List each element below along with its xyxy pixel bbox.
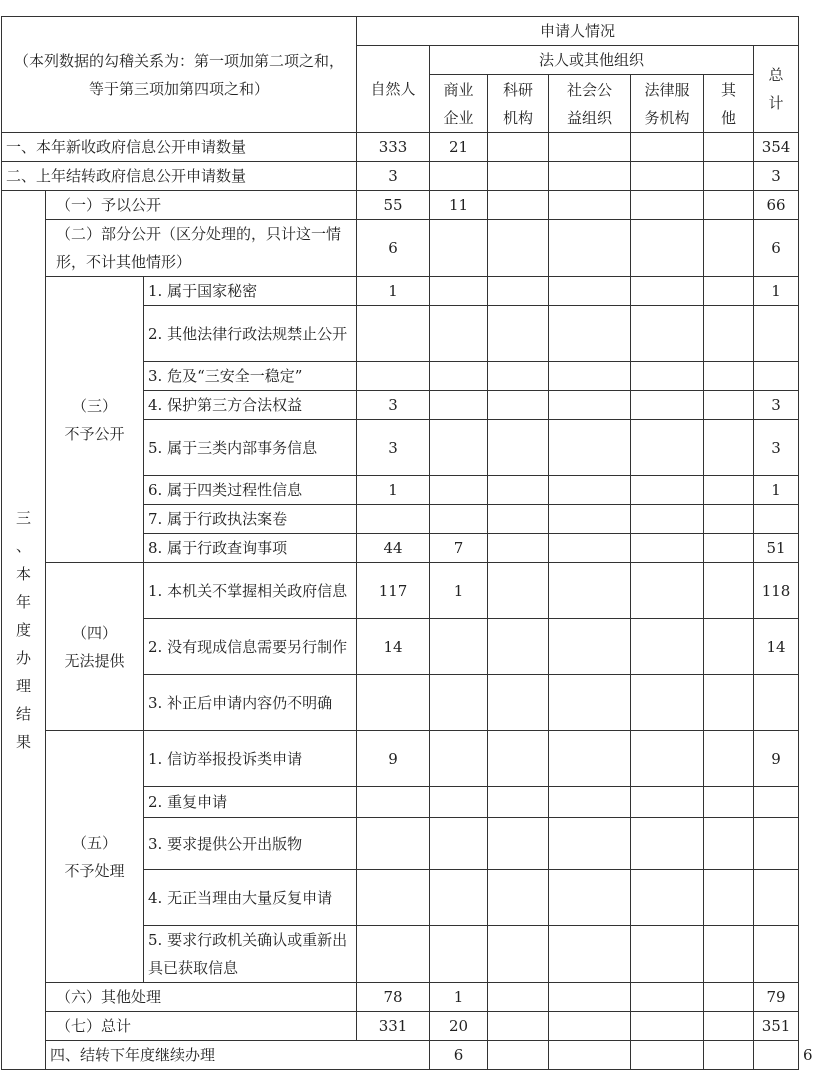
cell-natural-person: 55 bbox=[357, 191, 430, 220]
cell-other bbox=[704, 420, 754, 476]
cell-other bbox=[704, 162, 754, 191]
row-label: （六）其他处理 bbox=[46, 983, 357, 1012]
table-row bbox=[2, 731, 799, 787]
cell-legal-service bbox=[631, 277, 704, 306]
cell-business bbox=[430, 391, 488, 420]
cell-research bbox=[488, 191, 549, 220]
cell-natural-person: 3 bbox=[357, 162, 430, 191]
cell-business bbox=[430, 870, 488, 926]
cell-total: 3 bbox=[754, 162, 799, 191]
cell-public-welfare bbox=[549, 731, 631, 787]
section3-label: 三 、 本 年 度 办 理 结 果 bbox=[2, 191, 46, 1070]
cell-natural-person: 331 bbox=[357, 1012, 430, 1041]
cell-other bbox=[704, 306, 754, 362]
row-label: 3. 危及“三安全一稳定” bbox=[144, 362, 357, 391]
cell-research bbox=[488, 926, 549, 983]
cell-natural-person bbox=[357, 505, 430, 534]
row-label: 1. 属于国家秘密 bbox=[144, 277, 357, 306]
cell-natural-person bbox=[357, 870, 430, 926]
cell-other bbox=[704, 391, 754, 420]
cell-public-welfare bbox=[549, 818, 631, 870]
cell-business: 1 bbox=[430, 983, 488, 1012]
cell-legal-service bbox=[631, 534, 704, 563]
table-row bbox=[2, 133, 799, 162]
cell-other bbox=[704, 505, 754, 534]
cell-natural-person: 6 bbox=[357, 220, 430, 277]
table-row bbox=[2, 1012, 799, 1041]
cell-legal-service bbox=[631, 191, 704, 220]
row-label: （二）部分公开（区分处理的，只计这一情形，不计其他情形） bbox=[46, 220, 357, 277]
cell-research bbox=[488, 306, 549, 362]
row-label: 二、上年结转政府信息公开申请数量 bbox=[2, 162, 357, 191]
cell-business bbox=[430, 220, 488, 277]
cell-other bbox=[704, 1012, 754, 1041]
row-label: 4. 无正当理由大量反复申请 bbox=[144, 870, 357, 926]
row-label: （七）总计 bbox=[46, 1012, 357, 1041]
cell-other bbox=[704, 675, 754, 731]
cell-legal-service bbox=[704, 1041, 754, 1070]
cell-business bbox=[430, 362, 488, 391]
cell-total bbox=[754, 787, 799, 818]
cell-legal-service bbox=[631, 731, 704, 787]
table-row bbox=[2, 277, 799, 306]
cell-other bbox=[704, 220, 754, 277]
row-label: 5. 属于三类内部事务信息 bbox=[144, 420, 357, 476]
cell-natural-person: 14 bbox=[357, 619, 430, 675]
cell-total: 3 bbox=[754, 391, 799, 420]
cell-natural-person bbox=[357, 818, 430, 870]
cell-business bbox=[430, 731, 488, 787]
row-label: 2. 重复申请 bbox=[144, 787, 357, 818]
cell-natural-person: 44 bbox=[357, 534, 430, 563]
cell-business: 20 bbox=[430, 1012, 488, 1041]
cell-total bbox=[754, 675, 799, 731]
cell-legal-service bbox=[631, 619, 704, 675]
cell-public-welfare bbox=[549, 476, 631, 505]
row-label: 四、结转下年度继续办理 bbox=[46, 1041, 430, 1070]
cell-public-welfare bbox=[549, 534, 631, 563]
table-row bbox=[2, 162, 799, 191]
table-row bbox=[2, 220, 799, 277]
cell-total: 9 bbox=[754, 731, 799, 787]
cell-other bbox=[704, 731, 754, 787]
header-org-type: 社会公 益组织 bbox=[549, 75, 631, 133]
row-label: 3. 要求提供公开出版物 bbox=[144, 818, 357, 870]
cell-business bbox=[430, 162, 488, 191]
group5-label: （五） 不予处理 bbox=[46, 731, 144, 983]
cell-natural-person: 333 bbox=[357, 133, 430, 162]
cell-total: 6 bbox=[754, 220, 799, 277]
cell-other bbox=[704, 983, 754, 1012]
row-label: 4. 保护第三方合法权益 bbox=[144, 391, 357, 420]
cell-research bbox=[488, 1012, 549, 1041]
cell-business: 21 bbox=[430, 133, 488, 162]
cell-legal-service bbox=[631, 818, 704, 870]
cell-other bbox=[704, 362, 754, 391]
cell-research bbox=[488, 563, 549, 619]
row-label: 7. 属于行政执法案卷 bbox=[144, 505, 357, 534]
row-label: 5. 要求行政机关确认或重新出具已获取信息 bbox=[144, 926, 357, 983]
cell-other bbox=[704, 133, 754, 162]
cell-public-welfare bbox=[549, 870, 631, 926]
cell-other bbox=[704, 563, 754, 619]
row-label: 6. 属于四类过程性信息 bbox=[144, 476, 357, 505]
cell-total bbox=[754, 505, 799, 534]
cell-natural-person: 117 bbox=[357, 563, 430, 619]
cell-legal-service bbox=[631, 391, 704, 420]
cell-public-welfare bbox=[549, 420, 631, 476]
cell-legal-service bbox=[631, 787, 704, 818]
cell-research bbox=[488, 787, 549, 818]
cell-research bbox=[488, 362, 549, 391]
cell-public-welfare bbox=[631, 1041, 704, 1070]
cell-total: 14 bbox=[754, 619, 799, 675]
cell-total bbox=[754, 926, 799, 983]
cell-business bbox=[430, 675, 488, 731]
cell-natural-person bbox=[357, 306, 430, 362]
cell-research bbox=[488, 162, 549, 191]
row-label: 2. 没有现成信息需要另行制作 bbox=[144, 619, 357, 675]
cell-other bbox=[704, 476, 754, 505]
cell-total: 66 bbox=[754, 191, 799, 220]
cell-public-welfare bbox=[549, 162, 631, 191]
cell-natural-person: 3 bbox=[357, 391, 430, 420]
cell-total bbox=[754, 362, 799, 391]
header-natural-person: 自然人 bbox=[357, 46, 430, 133]
cell-public-welfare bbox=[549, 619, 631, 675]
header-total: 总 计 bbox=[754, 46, 799, 133]
cell-other bbox=[704, 870, 754, 926]
cell-legal-service bbox=[631, 362, 704, 391]
cell-research bbox=[488, 619, 549, 675]
cell-other bbox=[704, 619, 754, 675]
cell-business bbox=[430, 420, 488, 476]
cell-research bbox=[488, 534, 549, 563]
cell-natural-person bbox=[357, 362, 430, 391]
cell-total: 3 bbox=[754, 420, 799, 476]
cell-natural-person bbox=[357, 675, 430, 731]
cell-natural-person: 1 bbox=[357, 277, 430, 306]
cell-legal-service bbox=[631, 220, 704, 277]
cell-public-welfare bbox=[549, 926, 631, 983]
cell-natural-person: 78 bbox=[357, 983, 430, 1012]
cell-public-welfare bbox=[549, 220, 631, 277]
cell-total: 351 bbox=[754, 1012, 799, 1041]
cell-research bbox=[488, 983, 549, 1012]
cell-other bbox=[704, 926, 754, 983]
cell-other bbox=[704, 818, 754, 870]
cell-research bbox=[488, 675, 549, 731]
cell-total bbox=[754, 818, 799, 870]
cell-public-welfare bbox=[549, 675, 631, 731]
cell-business bbox=[430, 818, 488, 870]
row-label: 1. 信访举报投诉类申请 bbox=[144, 731, 357, 787]
cell-business bbox=[430, 787, 488, 818]
cell-research bbox=[488, 391, 549, 420]
cell-public-welfare bbox=[549, 563, 631, 619]
cell-business: 7 bbox=[430, 534, 488, 563]
cell-research bbox=[488, 133, 549, 162]
cell-research bbox=[488, 476, 549, 505]
cell-other bbox=[754, 1041, 799, 1070]
row-label: 8. 属于行政查询事项 bbox=[144, 534, 357, 563]
cell-public-welfare bbox=[549, 362, 631, 391]
cell-public-welfare bbox=[549, 306, 631, 362]
cell-public-welfare bbox=[549, 277, 631, 306]
header-org-type: 科研 机构 bbox=[488, 75, 549, 133]
statistics-table bbox=[1, 16, 813, 1070]
cell-legal-service bbox=[631, 505, 704, 534]
cell-legal-service bbox=[631, 563, 704, 619]
header-org-type: 法律服 务机构 bbox=[631, 75, 704, 133]
cell-research bbox=[488, 277, 549, 306]
table-row: 四、结转下年度继续办理 6 6 bbox=[2, 1041, 799, 1070]
cell-public-welfare bbox=[549, 391, 631, 420]
cell-public-welfare bbox=[549, 191, 631, 220]
cell-business bbox=[430, 277, 488, 306]
cell-total: 79 bbox=[754, 983, 799, 1012]
group3-label: （三） 不予公开 bbox=[46, 277, 144, 563]
cell-legal-service bbox=[631, 133, 704, 162]
cell-business bbox=[430, 505, 488, 534]
cell-business bbox=[430, 619, 488, 675]
row-label: 1. 本机关不掌握相关政府信息 bbox=[144, 563, 357, 619]
cell-legal-service bbox=[631, 870, 704, 926]
header-org-type: 其 他 bbox=[704, 75, 754, 133]
cell-research bbox=[488, 505, 549, 534]
cell-legal-service bbox=[631, 162, 704, 191]
cell-natural-person: 1 bbox=[357, 476, 430, 505]
cell-public-welfare bbox=[549, 787, 631, 818]
cell-other bbox=[704, 534, 754, 563]
cell-legal-service bbox=[631, 675, 704, 731]
header-legal-org: 法人或其他组织 bbox=[430, 46, 754, 75]
group4-label: （四） 无法提供 bbox=[46, 563, 144, 731]
cell-business bbox=[488, 1041, 549, 1070]
cell-other bbox=[704, 787, 754, 818]
cell-natural-person: 6 bbox=[430, 1041, 488, 1070]
cell-total bbox=[754, 870, 799, 926]
cell-business bbox=[430, 306, 488, 362]
cell-public-welfare bbox=[549, 983, 631, 1012]
cell-business bbox=[430, 476, 488, 505]
cell-legal-service bbox=[631, 476, 704, 505]
cell-legal-service bbox=[631, 420, 704, 476]
row-label: 3. 补正后申请内容仍不明确 bbox=[144, 675, 357, 731]
cell-public-welfare bbox=[549, 505, 631, 534]
cell-business: 1 bbox=[430, 563, 488, 619]
cell-public-welfare bbox=[549, 133, 631, 162]
cell-total: 354 bbox=[754, 133, 799, 162]
header-note: （本列数据的勾稽关系为：第一项加第二项之和，等于第三项加第四项之和） bbox=[2, 17, 357, 133]
cell-legal-service bbox=[631, 1012, 704, 1041]
cell-legal-service bbox=[631, 926, 704, 983]
header-org-type: 商业 企业 bbox=[430, 75, 488, 133]
cell-natural-person: 3 bbox=[357, 420, 430, 476]
cell-natural-person bbox=[357, 926, 430, 983]
cell-natural-person: 9 bbox=[357, 731, 430, 787]
cell-business: 11 bbox=[430, 191, 488, 220]
cell-total bbox=[754, 306, 799, 362]
table-row bbox=[2, 563, 799, 619]
row-label: 2. 其他法律行政法规禁止公开 bbox=[144, 306, 357, 362]
row-label: 一、本年新收政府信息公开申请数量 bbox=[2, 133, 357, 162]
cell-other bbox=[704, 191, 754, 220]
cell-research bbox=[488, 220, 549, 277]
cell-total: 1 bbox=[754, 277, 799, 306]
table-row bbox=[2, 191, 799, 220]
cell-total: 1 bbox=[754, 476, 799, 505]
cell-natural-person bbox=[357, 787, 430, 818]
cell-research bbox=[488, 420, 549, 476]
cell-research bbox=[549, 1041, 631, 1070]
cell-other bbox=[704, 277, 754, 306]
cell-research bbox=[488, 870, 549, 926]
cell-research bbox=[488, 731, 549, 787]
cell-research bbox=[488, 818, 549, 870]
cell-business bbox=[430, 926, 488, 983]
cell-total: 118 bbox=[754, 563, 799, 619]
header-applicant: 申请人情况 bbox=[357, 17, 799, 46]
cell-public-welfare bbox=[549, 1012, 631, 1041]
cell-legal-service bbox=[631, 983, 704, 1012]
cell-legal-service bbox=[631, 306, 704, 362]
table-row bbox=[2, 983, 799, 1012]
cell-total: 51 bbox=[754, 534, 799, 563]
row-label: （一）予以公开 bbox=[46, 191, 357, 220]
